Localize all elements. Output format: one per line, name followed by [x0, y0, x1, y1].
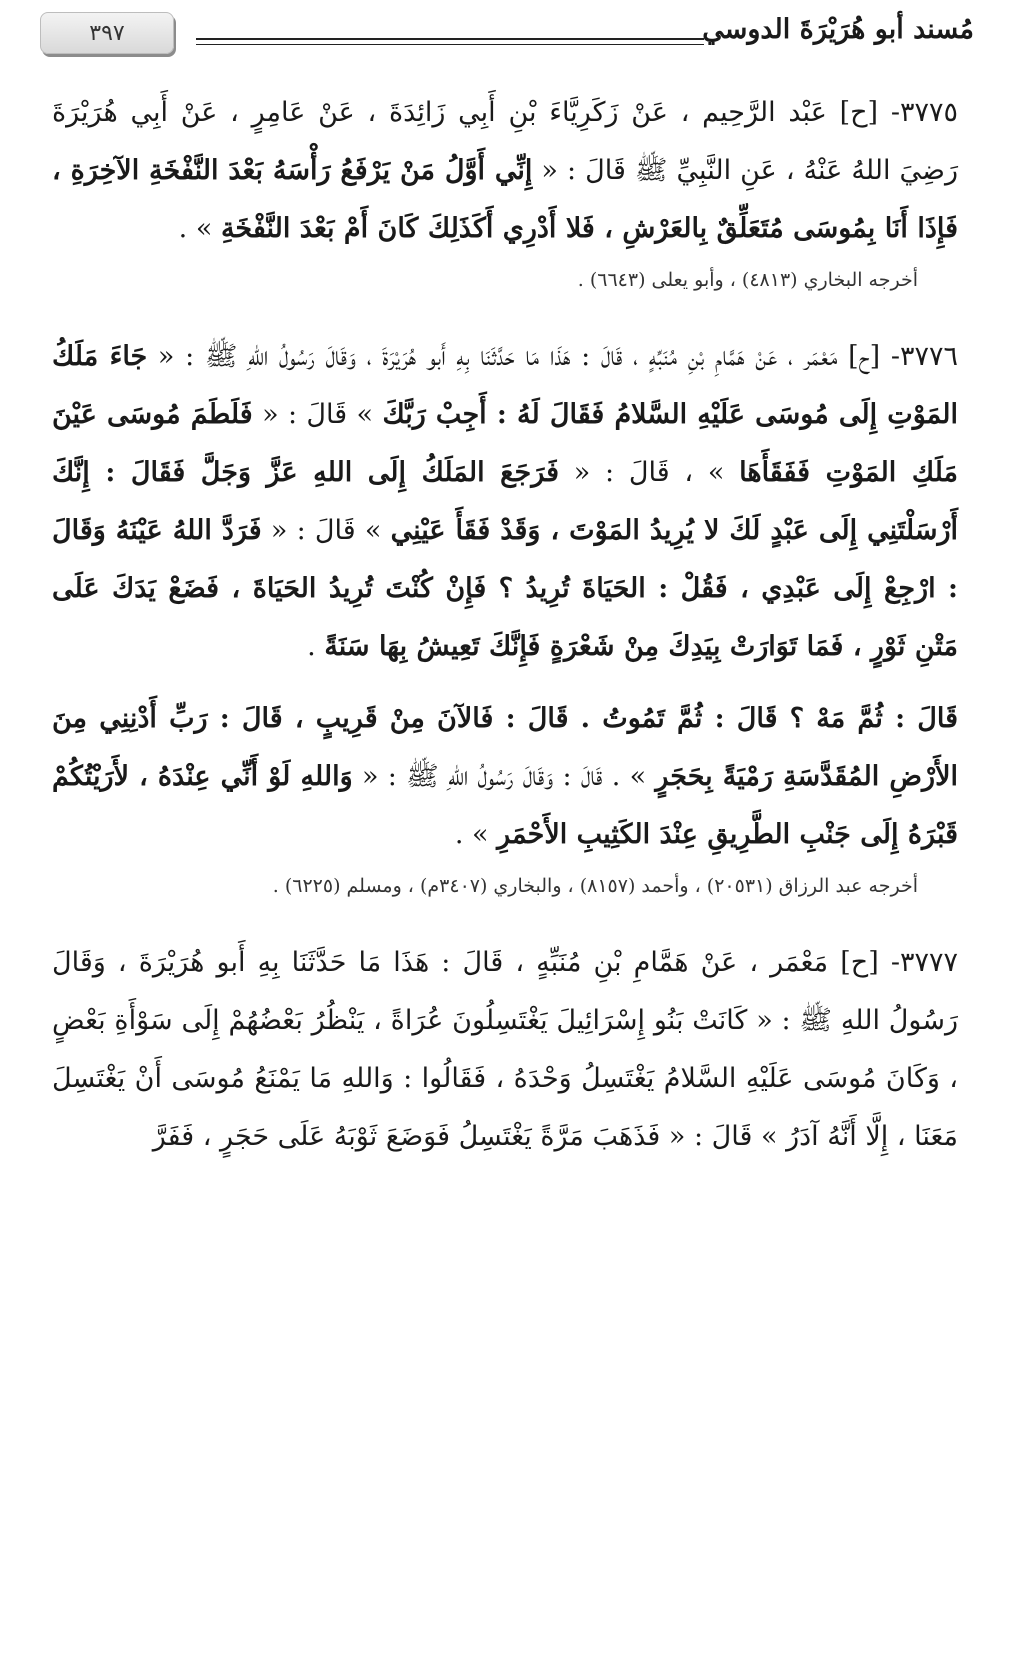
hadith-connector: . [307, 631, 316, 662]
hadith-text [52, 328, 958, 676]
hadith-connector: » قَالَ : « [262, 399, 374, 430]
hadith-isnad: [ح] مَعْمَر ، عَنْ هَمَّامِ بْنِ مُنَبِّهٍ ، قَالَ : هَذَا مَا حَدَّثَنَا بِهِ أَبو هُرَيْرَةَ ، وَقَالَ رَسُولُ اللهِ ﷺ : « [157, 341, 881, 372]
hadith-isnad: [ح] مَعْمَر ، عَنْ هَمَّامِ بْنِ مُنَبِّهٍ ، قَالَ : هَذَا مَا حَدَّثَنَا بِهِ أَبو هُرَيْرَةَ ، وَقَالَ رَسُولُ اللهِ ﷺ : « [52, 947, 958, 1036]
hadith-matn: إِنِّي أَوَّلُ مَنْ يَرْفَعُ رَأْسَهُ بَعْدَ النَّفْخَةِ الآخِرَةِ ، فَإِذَا أَنَا بِمُوسَى مُتَعَلِّقٌ بِالعَرْشِ ، فَلا أَدْرِي أَكَذَلِكَ كَانَ أَمْ بَعْدَ النَّفْخَةِ [52, 155, 958, 244]
hadith-number: ٣٧٧٥- [890, 97, 958, 128]
hadith-connector: » ، قَالَ : « [573, 457, 725, 488]
hadith-matn: وَاللهِ لَوْ أَنِّي عِنْدَهُ ، لأَرَيْتُكُمْ قَبْرَهُ إِلَى جَنْبِ الطَّرِيقِ عِنْدَ الكَثِيبِ الأَحْمَرِ [52, 761, 958, 850]
hadith-text [52, 84, 958, 258]
hadith-isnad: [ح] عَبْد الرَّحِيم ، عَنْ زَكَرِيَّاءَ بْنِ أَبِي زَائِدَةَ ، عَنْ عَامِرٍ ، عَنْ أَبِي هُرَيْرَةَ رَضِيَ اللهُ عَنْهُ ، عَنِ النَّبِيِّ ﷺ قَالَ : « [52, 97, 958, 186]
page-header [36, 10, 974, 66]
hadith-3775 [52, 84, 958, 298]
hadith-matn: فَرَجَعَ المَلَكُ إِلَى اللهِ عَزَّ وَجَلَّ فَقَالَ : إِنَّكَ أَرْسَلْتَنِي إِلَى عَبْدٍ لَكَ لا يُرِيدُ المَوْتَ ، وَقَدْ فَقَأَ عَيْنِي [52, 457, 958, 546]
hadith-connector: » . قَالَ : وَقَالَ رَسُولُ اللهِ ﷺ : « [361, 761, 647, 792]
hadith-connector: » قَالَ : « [668, 1121, 778, 1152]
hadith-connector: » قَالَ : « [270, 515, 382, 546]
hadith-matn-plain: فَذَهَبَ مَرَّةً يَغْتَسِلُ فَوَضَعَ ثَوْبَهُ عَلَى حَجَرٍ ، فَفَرَّ [152, 1121, 661, 1152]
hadith-text [52, 934, 958, 1166]
page-body [52, 84, 958, 1196]
header-rule-thin [196, 44, 704, 45]
header-rule [196, 38, 704, 40]
hadith-matn: جَاءَ مَلَكُ المَوْتِ إِلَى مُوسَى عَلَيْهِ السَّلامُ فَقَالَ لَهُ : أَجِبْ رَبَّكَ [52, 341, 958, 430]
hadith-source: أخرجه عبد الرزاق (٢٠٥٣١) ، وأحمد (٨١٥٧) ، والبخاري (٣٤٠٧م) ، ومسلم (٦٢٢٥) . [272, 875, 918, 897]
hadith-matn: فَرَدَّ اللهُ عَيْنَهُ وَقَالَ : ارْجِعْ إِلَى عَبْدِي ، فَقُلْ : الحَيَاةَ تُرِيدُ ؟ فَإِنْ كُنْتَ تُرِيدُ الحَيَاةَ ، فَضَعْ يَدَكَ عَلَى مَتْنِ ثَوْرٍ ، فَمَا تَوَارَتْ بِيَدِكَ مِنْ شَعْرَةٍ فَإِنَّكَ تَعِيشُ بِهَا سَنَةً [52, 515, 958, 662]
hadith-matn: فَلَطَمَ مُوسَى عَيْنَ مَلَكِ المَوْتِ فَفَقَأَهَا [52, 399, 958, 488]
hadith-number: ٣٧٧٦- [890, 341, 958, 372]
hadith-number: ٣٧٧٧- [890, 947, 958, 978]
hadith-matn: قَالَ : ثُمَّ مَهْ ؟ قَالَ : ثُمَّ تَمُوتُ . قَالَ : فَالآنَ مِنْ قَرِيبٍ ، قَالَ : رَبِّ أَدْنِنِي مِنَ الأَرْضِ المُقَدَّسَةِ رَمْيَةً بِحَجَرٍ [52, 703, 958, 792]
hadith-closing: » . [454, 819, 489, 850]
hadith-source: أخرجه البخاري (٤٨١٣) ، وأبو يعلى (٦٦٤٣) . [577, 269, 918, 291]
hadith-closing: » . [178, 213, 213, 244]
hadith-3776 [52, 328, 958, 904]
page-number: ٣٩٧ [40, 12, 174, 54]
hadith-text-continued [52, 690, 958, 864]
hadith-matn-plain: كَانَتْ بَنُو إِسْرَائِيلَ يَغْتَسِلُونَ عُرَاةً ، يَنْظُرُ بَعْضُهُمْ إِلَى سَوْأَةِ بَعْضٍ ، وَكَانَ مُوسَى عَلَيْهِ السَّلامُ يَغْتَسِلُ وَحْدَهُ ، فَقَالُوا : وَاللهِ مَا يَمْنَعُ مُوسَى أَنْ يَغْتَسِلَ مَعَنَا ، إِلَّا أَنَّهُ آدَرُ [52, 1005, 958, 1152]
running-title: مُسند أبو هُرَيْرَةَ الدوسي [702, 14, 974, 45]
hadith-3777 [52, 934, 958, 1166]
